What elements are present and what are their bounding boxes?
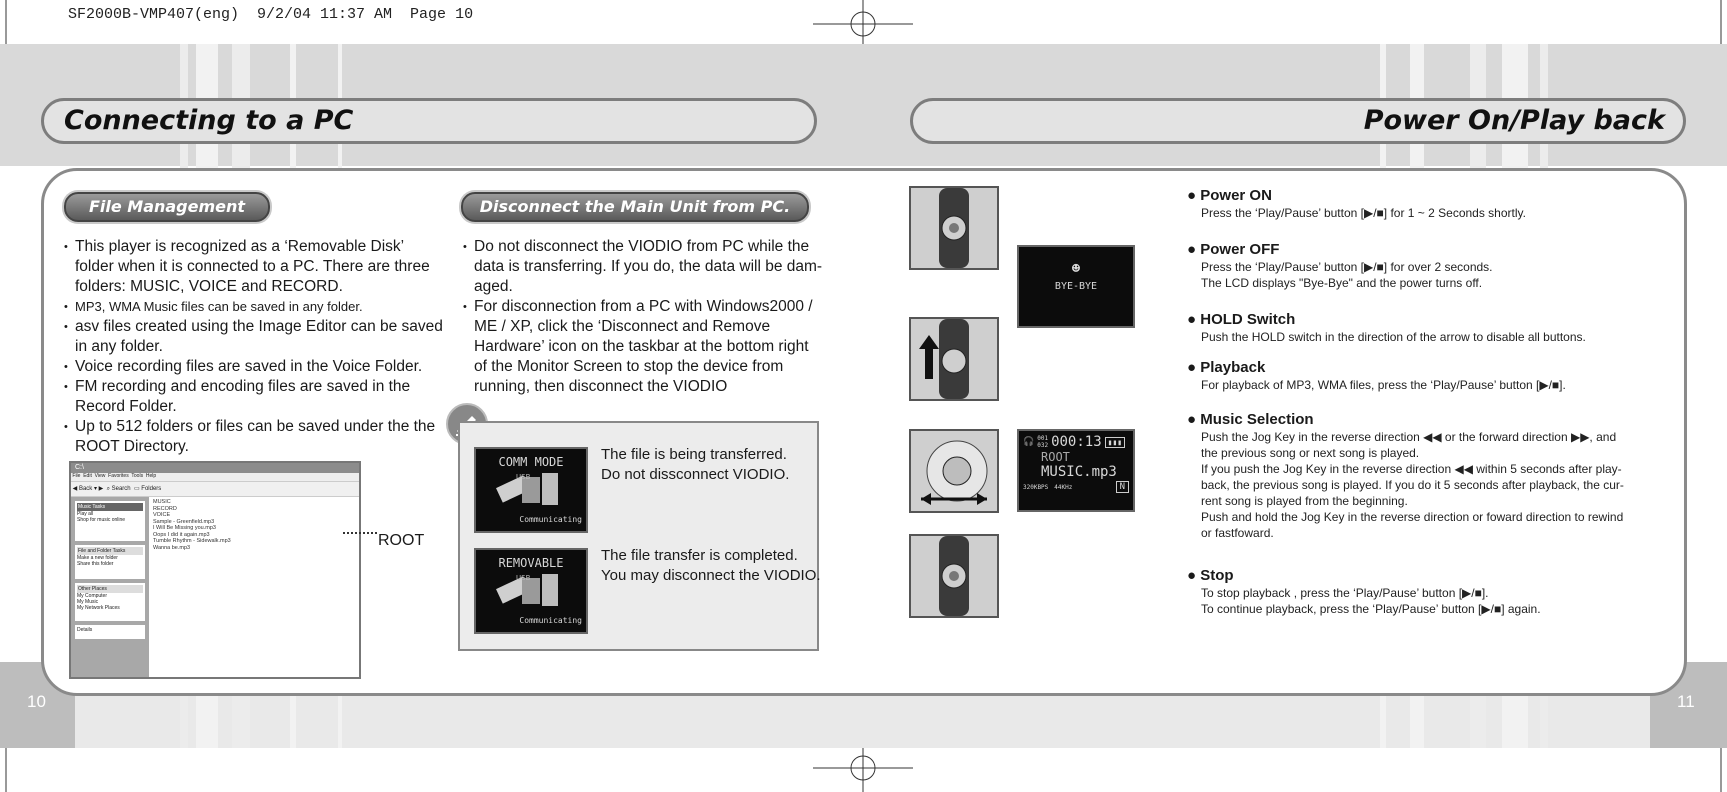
- explorer-file: Tumble Rhythm - Sidewalk.mp3: [153, 538, 231, 544]
- device-stop-image: [909, 534, 999, 618]
- explorer-file: I Will Be Missing you.mp3: [153, 525, 216, 531]
- list-item: • Do not disconnect the VIODIO from PC while the data is transferring. If you do, the data will be dam-aged.: [463, 237, 823, 297]
- explorer-file: RECORD: [153, 505, 177, 512]
- list-item: • This player is recognized as a ‘Removable Disk’ folder when it is connected to a PC. There are three folders: MUSIC, VOICE and RECORD.: [64, 237, 444, 297]
- device-hold-image: [909, 317, 999, 401]
- screen1-line2: Do not dissconnect VIODIO.: [601, 466, 790, 483]
- screen2-line1: The file transfer is completed.: [601, 547, 798, 564]
- section-music-selection: ● Music Selection Push the Jog Key in the reverse direction ◀◀ or the forward direction ▶▶, and the previous song or next song is played. If you push the Jog Key in the reverse direction ◀◀ within 5 seconds after play- back, the previous song is played. If you do it 5 seconds after playback, the cur- rent song is played from the beginning. Push and hold the Jog Key in the reverse direction or foward direction to rewind or fastfoward.: [1187, 411, 1624, 540]
- device-jog-image: [909, 429, 999, 513]
- list-item: • MP3, WMA Music files can be saved in any folder.: [64, 297, 444, 317]
- explorer-file: MUSIC: [153, 499, 171, 505]
- list-item: • Voice recording files are saved in the Voice Folder.: [64, 357, 444, 377]
- file-management-heading: File Management: [64, 192, 270, 222]
- section-playback: ● Playback For playback of MP3, WMA files, press the ‘Play/Pause’ button [▶/■].: [1187, 359, 1566, 392]
- page-title-left: Connecting to a PC: [64, 105, 354, 136]
- instructions: [1187, 187, 1647, 617]
- section-stop: ● Stop To stop playback , press the ‘Play/Pause’ button [▶/■]. To continue playback, press the ‘Play/Pause’ button [▶/■] again.: [1187, 567, 1541, 616]
- lcd-comm-mode: COMM MODE USB Communicating: [474, 447, 588, 533]
- section-power-off: ● Power OFF Press the ‘Play/Pause’ button [▶/■] for over 2 seconds. The LCD displays "Bye-Bye" and the power turns off.: [1187, 241, 1493, 290]
- device-power-image: [909, 186, 999, 270]
- list-item: • asv files created using the Image Editor can be saved in any folder.: [64, 317, 444, 357]
- root-leader: [343, 532, 377, 534]
- lcd-removable: REMOVABLE USB Communicating: [474, 548, 588, 634]
- svg-text:USB: USB: [516, 473, 531, 481]
- list-item: • For disconnection from a PC with Windows2000 / ME / XP, click the ‘Disconnect and Remove Hardware’ icon on the taskbar at the bottom right of the Monitor Screen to stop the device from running, then disconnect the VIODIO: [463, 297, 823, 397]
- usb-plug-icon: [476, 469, 586, 515]
- explorer-file: Oops I did it again.mp3: [153, 531, 210, 538]
- page-number-left: 10: [27, 692, 46, 711]
- list-item: • Up to 512 folders or files can be saved under the the ROOT Directory.: [64, 417, 444, 457]
- left-title-bar: [41, 98, 817, 144]
- screen1-line1: The file is being transferred.: [601, 446, 787, 463]
- explorer-file: VOICE: [153, 512, 171, 518]
- print-header: SF2000B-VMP407(eng) 9/2/04 11:37 AM Page 10: [68, 6, 474, 23]
- screen2-line2: You may disconnect the VIODIO.: [601, 567, 821, 584]
- headphones-icon: 🎧: [1023, 437, 1035, 447]
- section-power-on: ● Power ON Press the ‘Play/Pause’ button [▶/■] for 1 ~ 2 Seconds shortly.: [1187, 187, 1526, 220]
- usb-plug-icon: [476, 570, 586, 616]
- page-title-right: Power On/Play back: [1363, 105, 1665, 136]
- disconnect-heading: Disconnect the Main Unit from PC.: [461, 192, 809, 222]
- page-number-right: 11: [1677, 692, 1695, 711]
- explorer-file: Wanna be.mp3: [153, 544, 191, 551]
- explorer-window: C:\ File Edit View Favorites Tools Help ◀ Back ▾ ▶ ⌕ Search ▭ Folders Music Tasks Play all Shop for music online File and Folder Tasks Make a new folder Share this folder Other Places My Computer My Music My Network Places Details MUSIC RECORD VOICE Sample - Greenfield.mp3 I Will Be Missing you.mp3 Oops I did it again.mp3 Tumble Rhythm - Sidewalk.mp3 Wanna be.mp3: [69, 461, 361, 679]
- section-hold-switch: ● HOLD Switch Push the HOLD switch in the direction of the arrow to disable all buttons.: [1187, 311, 1586, 344]
- battery-icon: ▮▮▮: [1105, 437, 1125, 448]
- explorer-file: Sample - Greenfield.mp3: [153, 518, 215, 525]
- file-management-list: [64, 237, 444, 457]
- lcd-bye-bye: ☻ BYE-BYE: [1017, 245, 1135, 328]
- right-title-bar: [910, 98, 1686, 144]
- lcd-music: 🎧 001 032 000:13 ▮▮▮ ROOT MUSIC.mp3 320KBPS 44KHz N: [1017, 429, 1135, 512]
- root-label: ROOT: [378, 532, 425, 549]
- explorer-title: C:\: [71, 463, 359, 473]
- disconnect-list: [463, 237, 823, 397]
- svg-text:USB: USB: [516, 574, 531, 582]
- list-item: • FM recording and encoding files are saved in the Record Folder.: [64, 377, 444, 417]
- bye-icon: ☻: [1071, 261, 1081, 277]
